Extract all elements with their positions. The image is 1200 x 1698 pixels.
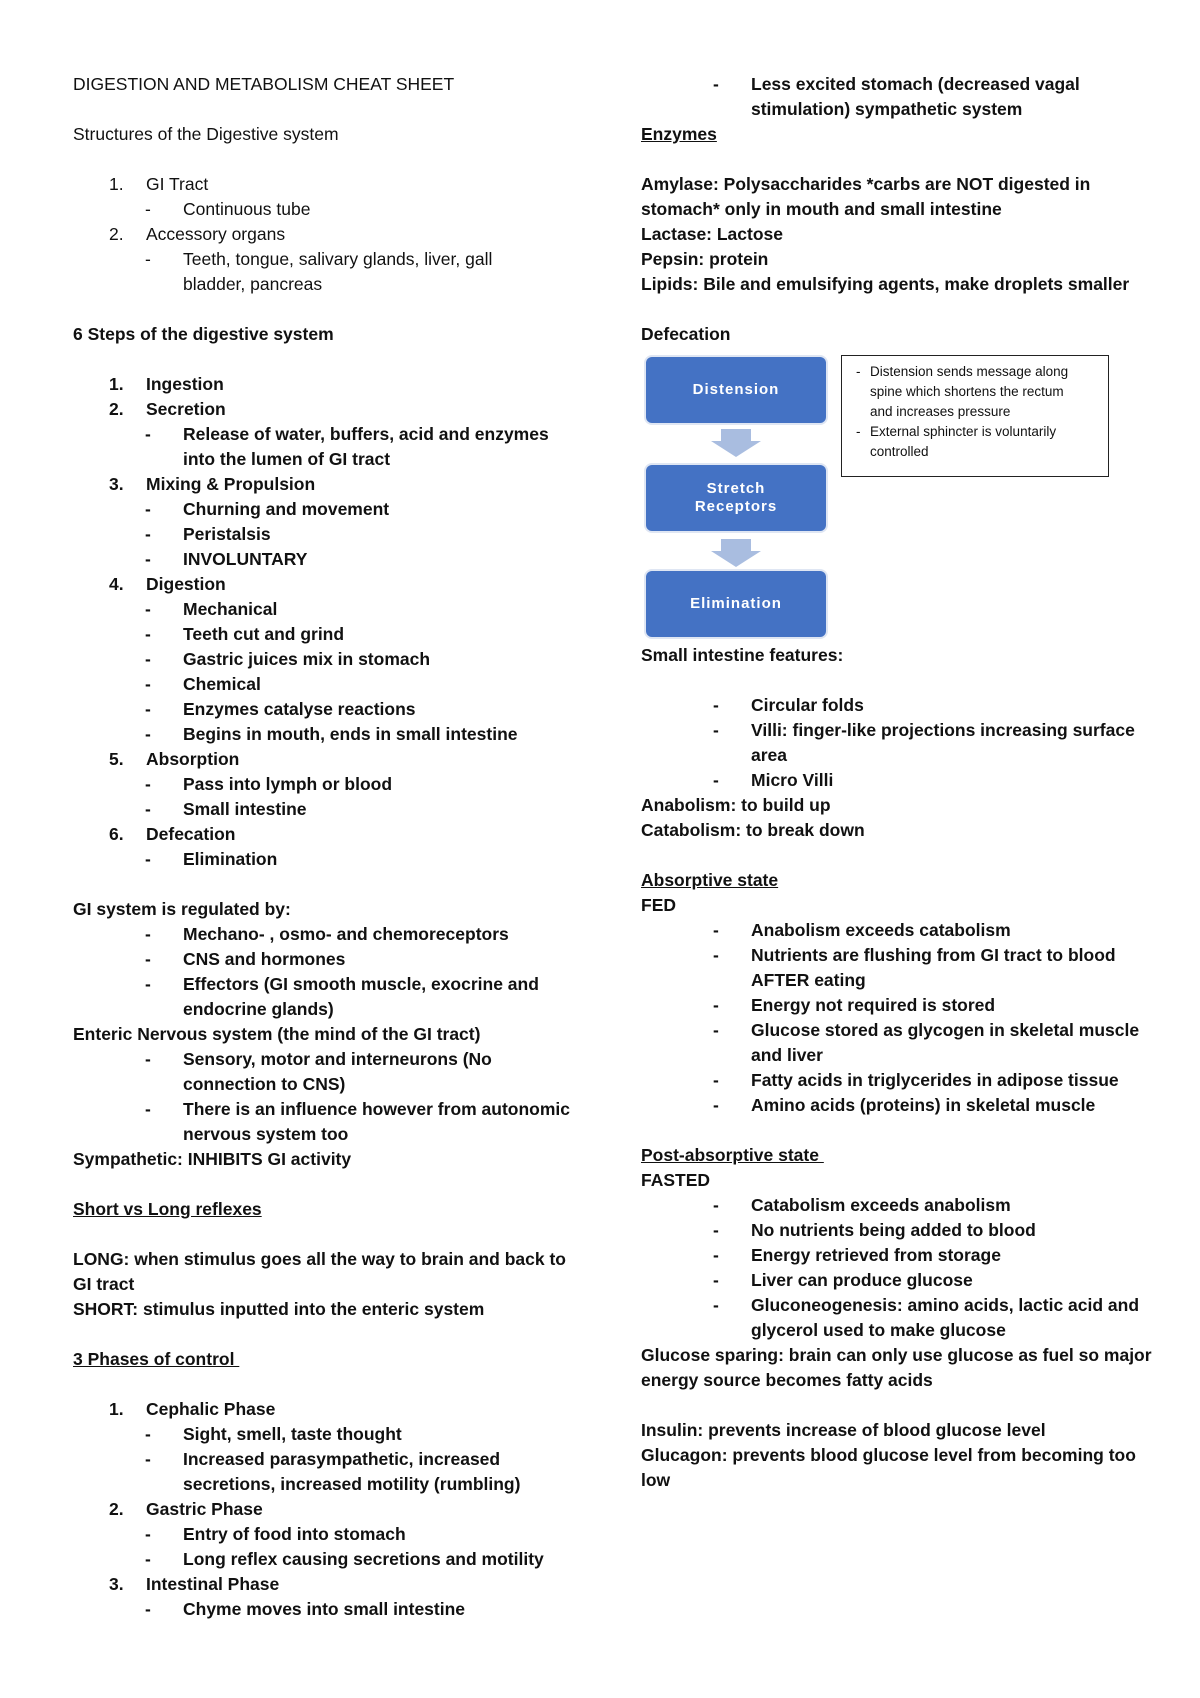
post-item: - Catabolism exceeds anabolism bbox=[713, 1195, 1011, 1215]
step-sub-item: - Mechanical bbox=[145, 599, 278, 619]
phase-sub-item-cont: secretions, increased motility (rumbling) bbox=[183, 1474, 521, 1494]
amylase-line: Amylase: Polysaccharides *carbs are NOT digested in bbox=[641, 174, 1091, 194]
reflex-heading: Short vs Long reflexes bbox=[73, 1199, 262, 1219]
step-sub-item: - INVOLUNTARY bbox=[145, 549, 308, 569]
document-title: DIGESTION AND METABOLISM CHEAT SHEET bbox=[73, 74, 455, 94]
glucagon-line-cont: low bbox=[641, 1470, 671, 1490]
step-sub-item: - Gastric juices mix in stomach bbox=[145, 649, 431, 669]
absorptive-item: - Amino acids (proteins) in skeletal muscle bbox=[713, 1095, 1096, 1115]
flow-note-item-cont: controlled bbox=[870, 444, 929, 459]
absorptive-item: - Glucose stored as glycogen in skeletal muscle bbox=[713, 1020, 1140, 1040]
regulated-item: - Mechano- , osmo- and chemoreceptors bbox=[145, 924, 509, 944]
phases-heading: 3 Phases of control bbox=[73, 1349, 240, 1369]
step-item: 2. Secretion bbox=[109, 399, 226, 419]
structure-item: 2. Accessory organs bbox=[109, 224, 286, 244]
structure-item: 1. GI Tract bbox=[109, 174, 209, 194]
regulated-item: - CNS and hormones bbox=[145, 949, 346, 969]
step-sub-item: - Teeth cut and grind bbox=[145, 624, 345, 644]
si-item: - Micro Villi bbox=[713, 770, 834, 790]
regulated-heading: GI system is regulated by: bbox=[73, 899, 291, 919]
flow-box-stretch-receptors: Stretch Receptors bbox=[646, 465, 826, 531]
post-item: - Energy retrieved from storage bbox=[713, 1245, 1001, 1265]
absorptive-item: - Anabolism exceeds catabolism bbox=[713, 920, 1011, 940]
step-item: 6. Defecation bbox=[109, 824, 236, 844]
step-sub-item: - Small intestine bbox=[145, 799, 307, 819]
enteric-item: - Sensory, motor and interneurons (No bbox=[145, 1049, 492, 1069]
pepsin-line: Pepsin: protein bbox=[641, 249, 769, 269]
glucagon-line: Glucagon: prevents blood glucose level from becoming too bbox=[641, 1445, 1136, 1465]
amylase-line-cont: stomach* only in mouth and small intestine bbox=[641, 199, 1002, 219]
phase-sub-item: - Chyme moves into small intestine bbox=[145, 1599, 466, 1619]
flow-note-box bbox=[841, 355, 1109, 477]
phase-item: 1. Cephalic Phase bbox=[109, 1399, 276, 1419]
insulin-line: Insulin: prevents increase of blood glucose level bbox=[641, 1420, 1046, 1440]
enteric-item: - There is an influence however from autonomic bbox=[145, 1099, 571, 1119]
steps-heading: 6 Steps of the digestive system bbox=[73, 324, 334, 344]
step-sub-item: - Chemical bbox=[145, 674, 261, 694]
post-item-cont: glycerol used to make glucose bbox=[751, 1320, 1006, 1340]
absorptive-heading: Absorptive state bbox=[641, 870, 779, 890]
phase-sub-item: - Sight, smell, taste thought bbox=[145, 1424, 402, 1444]
long-reflex-line-cont: GI tract bbox=[73, 1274, 135, 1294]
step-item: 1. Ingestion bbox=[109, 374, 224, 394]
phase-sub-item: - Long reflex causing secretions and motility bbox=[145, 1549, 544, 1569]
post-item: - No nutrients being added to blood bbox=[713, 1220, 1036, 1240]
lactase-line: Lactase: Lactose bbox=[641, 224, 784, 244]
absorptive-item-cont: and liver bbox=[751, 1045, 823, 1065]
step-sub-item: - Churning and movement bbox=[145, 499, 390, 519]
step-sub-item: - Begins in mouth, ends in small intestine bbox=[145, 724, 518, 744]
left-column bbox=[73, 72, 583, 1622]
post-item: - Liver can produce glucose bbox=[713, 1270, 973, 1290]
post-item: - Gluconeogenesis: amino acids, lactic acid and bbox=[713, 1295, 1140, 1315]
regulated-item-cont: endocrine glands) bbox=[183, 999, 334, 1019]
small-intestine-heading: Small intestine features: bbox=[641, 645, 844, 665]
sympathetic-line: Sympathetic: INHIBITS GI activity bbox=[73, 1149, 352, 1169]
glucose-sparing-line: Glucose sparing: brain can only use glucose as fuel so major bbox=[641, 1345, 1152, 1365]
step-sub-item: - Elimination bbox=[145, 849, 278, 869]
absorptive-item: - Nutrients are flushing from GI tract to blood bbox=[713, 945, 1116, 965]
structure-sub-item-cont: bladder, pancreas bbox=[183, 274, 323, 294]
si-item: - Villi: finger-like projections increasing surface bbox=[713, 720, 1135, 740]
step-item: 4. Digestion bbox=[109, 574, 226, 594]
structures-heading: Structures of the Digestive system bbox=[73, 124, 339, 144]
anabolism-line: Anabolism: to build up bbox=[641, 795, 831, 815]
enteric-item-cont: connection to CNS) bbox=[183, 1074, 346, 1094]
enteric-item-cont: nervous system too bbox=[183, 1124, 349, 1144]
phase-sub-item-cont: stimulation) sympathetic system bbox=[751, 99, 1023, 119]
phase-item: 3. Intestinal Phase bbox=[109, 1574, 280, 1594]
step-item: 3. Mixing & Propulsion bbox=[109, 474, 316, 494]
phase-sub-item: - Less excited stomach (decreased vagal bbox=[713, 74, 1080, 94]
phase-sub-item: - Entry of food into stomach bbox=[145, 1524, 406, 1544]
flow-box-elimination: Elimination bbox=[646, 571, 826, 637]
regulated-item: - Effectors (GI smooth muscle, exocrine and bbox=[145, 974, 539, 994]
flow-note-item-cont: and increases pressure bbox=[870, 404, 1011, 419]
step-sub-item-cont: into the lumen of GI tract bbox=[183, 449, 391, 469]
flow-note-item: - External sphincter is voluntarily bbox=[856, 424, 1057, 439]
defecation-flow-diagram bbox=[641, 353, 1161, 643]
flow-arrow-down-icon bbox=[711, 429, 761, 457]
step-sub-item: - Release of water, buffers, acid and enzymes bbox=[145, 424, 549, 444]
absorptive-item: - Energy not required is stored bbox=[713, 995, 996, 1015]
si-item: - Circular folds bbox=[713, 695, 864, 715]
glucose-sparing-line-cont: energy source becomes fatty acids bbox=[641, 1370, 933, 1390]
si-item-cont: area bbox=[751, 745, 788, 765]
step-item: 5. Absorption bbox=[109, 749, 240, 769]
phase-sub-item: - Increased parasympathetic, increased bbox=[145, 1449, 501, 1469]
enteric-heading: Enteric Nervous system (the mind of the GI tract) bbox=[73, 1024, 481, 1044]
right-column bbox=[641, 72, 1161, 1493]
step-sub-item: - Pass into lymph or blood bbox=[145, 774, 393, 794]
phase-item: 2. Gastric Phase bbox=[109, 1499, 263, 1519]
step-sub-item: - Peristalsis bbox=[145, 524, 271, 544]
fed-label: FED bbox=[641, 895, 676, 915]
flow-box-distension: Distension bbox=[646, 357, 826, 423]
flow-note-item-cont: spine which shortens the rectum bbox=[870, 384, 1064, 399]
fasted-label: FASTED bbox=[641, 1170, 711, 1190]
defecation-heading: Defecation bbox=[641, 324, 731, 344]
structure-sub-item: - Continuous tube bbox=[145, 199, 311, 219]
enzymes-heading: Enzymes bbox=[641, 124, 717, 144]
step-sub-item: - Enzymes catalyse reactions bbox=[145, 699, 416, 719]
absorptive-item-cont: AFTER eating bbox=[751, 970, 866, 990]
short-reflex-line: SHORT: stimulus inputted into the enteric system bbox=[73, 1299, 485, 1319]
long-reflex-line: LONG: when stimulus goes all the way to brain and back to bbox=[73, 1249, 566, 1269]
lipids-line: Lipids: Bile and emulsifying agents, make droplets smaller bbox=[641, 274, 1130, 294]
flow-note-item: - Distension sends message along bbox=[856, 364, 1069, 379]
absorptive-item: - Fatty acids in triglycerides in adipose tissue bbox=[713, 1070, 1119, 1090]
catabolism-line: Catabolism: to break down bbox=[641, 820, 865, 840]
flow-arrow-down-icon bbox=[711, 539, 761, 567]
structure-sub-item: - Teeth, tongue, salivary glands, liver, gall bbox=[145, 249, 493, 269]
post-absorptive-heading: Post-absorptive state bbox=[641, 1145, 824, 1165]
